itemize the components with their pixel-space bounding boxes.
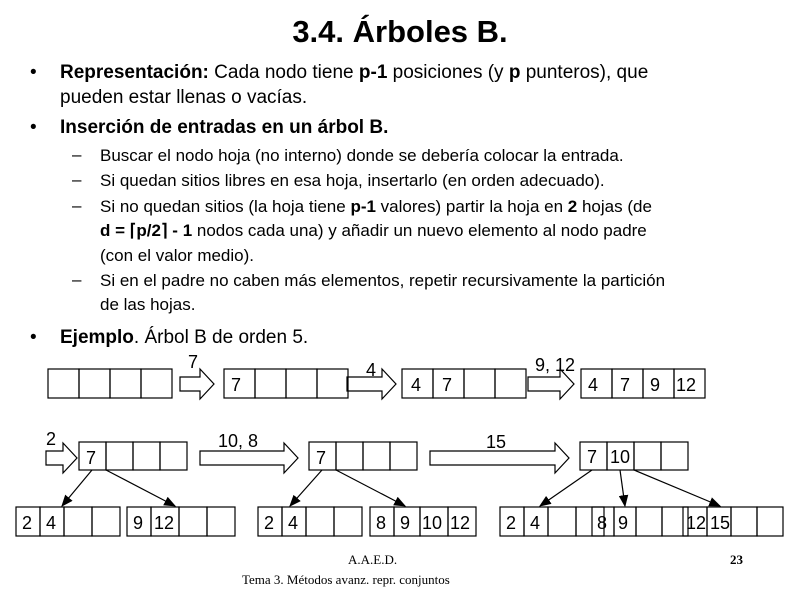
sub-item-1: Buscar el nodo hoja (no interno) donde se debería colocar la entrada.	[100, 146, 624, 165]
leaf-c3-value-1: 12	[686, 513, 707, 533]
leaf-b2-value-3: 10	[422, 513, 443, 533]
text-c: punteros), que	[520, 62, 649, 83]
sub-dash: –	[72, 145, 82, 164]
root-a-value: 7	[86, 448, 97, 468]
label-representacion: Representación:	[60, 62, 209, 83]
footer-course: A.A.E.D.	[348, 552, 398, 567]
node-row1-after7	[224, 369, 348, 398]
leaf-c2-value-1: 8	[597, 513, 608, 533]
node2-value-1: 4	[411, 375, 422, 395]
pointer-c-right	[634, 470, 720, 506]
sub-item-3-line3: (con el valor medio).	[100, 246, 255, 265]
leaf-a2-value-2: 12	[154, 513, 175, 533]
node-row1-empty	[48, 369, 172, 398]
text-p1: p-1	[358, 62, 388, 83]
sub-item-3: Si no quedan sitios (la hoja tiene p-1 valores) partir la hoja en 2 hojas (de	[100, 197, 652, 216]
text-a: Cada nodo tiene	[208, 62, 359, 83]
sub-dash: –	[72, 170, 82, 189]
slide-title: 3.4. Árboles B.	[292, 14, 508, 49]
leaf-b2-value-2: 9	[400, 513, 411, 533]
node3-value-4: 12	[676, 375, 697, 395]
sub-item-4: Si en el padre no caben más elementos, repetir recursivamente la partición	[100, 271, 666, 290]
block-arrow-1	[180, 369, 214, 399]
bullet-text-line2: pueden estar llenas o vacías.	[60, 87, 308, 108]
leaf-a2	[127, 507, 235, 536]
node3-value-3: 9	[650, 375, 661, 395]
sub-dash: –	[72, 270, 82, 289]
label-insercion: Inserción de entradas en un árbol B.	[60, 117, 389, 138]
arrow2-label: 4	[366, 360, 377, 380]
text-b: posiciones (y	[387, 62, 509, 83]
leaf-c2-value-2: 9	[618, 513, 629, 533]
insert-label-2: 2	[46, 429, 57, 449]
text-ejemplo: . Árbol B de orden 5.	[133, 327, 309, 348]
node2-value-2: 7	[442, 375, 453, 395]
leaf-c1-value-1: 2	[506, 513, 517, 533]
arrow5-label: 15	[486, 432, 507, 452]
sub-item-2: Si quedan sitios libres en esa hoja, insertarlo (en orden adecuado).	[100, 171, 605, 190]
label-ejemplo: Ejemplo	[60, 327, 134, 348]
node3-value-2: 7	[620, 375, 631, 395]
leaf-a1-value-2: 4	[46, 513, 57, 533]
pointer-b-right	[336, 470, 405, 506]
root-c-value-2: 10	[610, 447, 631, 467]
leaf-b2-value-4: 12	[450, 513, 471, 533]
pointer-b-left	[290, 470, 322, 506]
arrow3-label: 9, 12	[535, 355, 576, 375]
bullet-dot: •	[30, 117, 37, 138]
leaf-c3-value-2: 15	[710, 513, 731, 533]
leaf-b1-value-1: 2	[264, 513, 275, 533]
leaf-a2-value-1: 9	[133, 513, 144, 533]
arrow1-label: 7	[188, 352, 199, 372]
pointer-c-mid	[620, 470, 625, 506]
sub-dash: –	[72, 196, 82, 215]
node3-value-1: 4	[588, 375, 599, 395]
text-p: p	[508, 62, 521, 83]
leaf-c1-value-2: 4	[530, 513, 541, 533]
page-number: 23	[730, 552, 743, 567]
sub-item-3-line2: d = ⌈p/2⌉ - 1 nodos cada una) y añadir un nuevo elemento al nodo padre	[100, 221, 647, 240]
leaf-a1-value-1: 2	[22, 513, 33, 533]
root-b-value: 7	[316, 448, 327, 468]
bullet-dot: •	[30, 62, 37, 83]
bullet-dot: •	[30, 327, 37, 348]
pointer-a-left	[62, 470, 92, 506]
sub-item-4-line2: de las hojas.	[100, 295, 196, 314]
footer-topic: Tema 3. Métodos avanz. repr. conjuntos	[242, 572, 450, 587]
root-c-value-1: 7	[587, 447, 598, 467]
leaf-b2-value-1: 8	[376, 513, 387, 533]
pointer-a-right	[106, 470, 175, 506]
pointer-c-left	[540, 470, 592, 506]
leaf-b1-value-2: 4	[288, 513, 299, 533]
arrow4-label: 10, 8	[218, 431, 259, 451]
node1-value: 7	[231, 375, 242, 395]
